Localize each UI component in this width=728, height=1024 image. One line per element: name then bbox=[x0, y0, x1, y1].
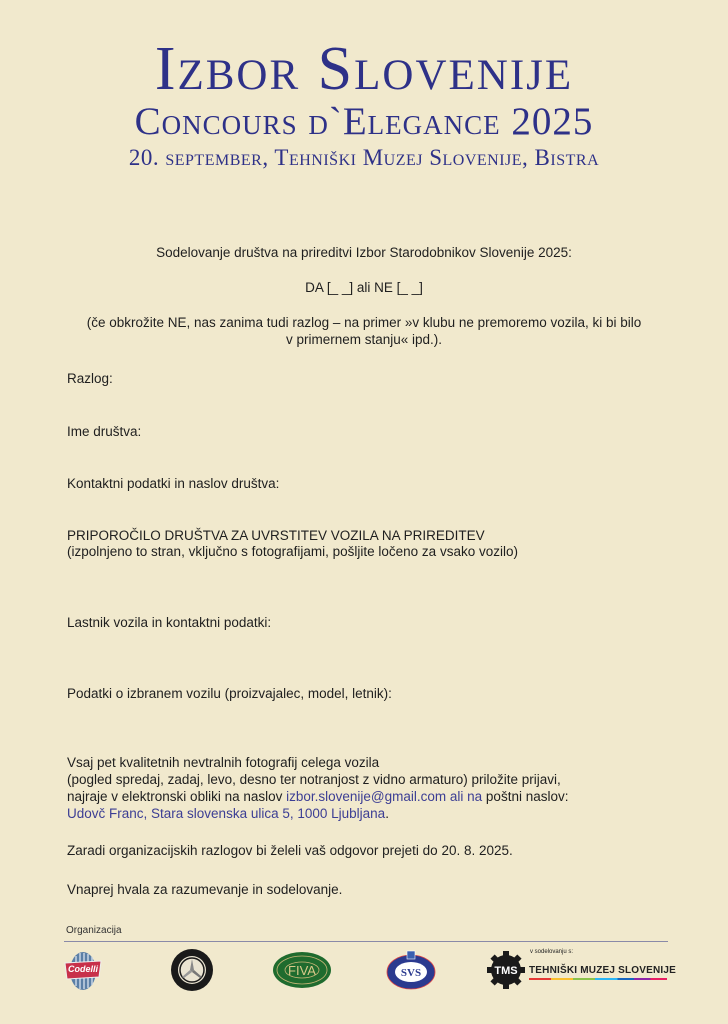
mercedes-club-logo-icon bbox=[170, 948, 214, 992]
tms-badge-text: TMS bbox=[494, 965, 518, 977]
tms-color-bar bbox=[529, 978, 667, 980]
fiva-text: FIVA bbox=[288, 963, 316, 978]
postal-address: Udovč Franc, Stara slovenska ulica 5, 1000 Ljubljana bbox=[67, 806, 386, 821]
codelli-text: Codelli bbox=[67, 964, 99, 974]
photos-line-1: Vsaj pet kvalitetnih nevtralnih fotografij celega vozila bbox=[67, 755, 380, 770]
participation-question: Sodelovanje društva na prireditvi Izbor Starodobnikov Slovenije 2025: bbox=[156, 245, 572, 260]
photos-line-2: (pogled spredaj, zadaj, levo, desno ter notranjost z vidno armaturo) priložite prijavi, bbox=[67, 772, 561, 787]
participation-choice[interactable]: DA [_ _] ali NE [_ _] bbox=[305, 280, 423, 295]
email-link[interactable]: izbor.slovenije@gmail.com ali na bbox=[286, 789, 483, 804]
page-title: Izbor Slovenije bbox=[154, 35, 574, 103]
svs-text: SVS bbox=[400, 967, 422, 979]
tms-name: TEHNIŠKI MUZEJ SLOVENIJE bbox=[529, 965, 677, 976]
vehicle-label: Podatki o izbranem vozilu (proizvajalec, model, letnik): bbox=[67, 686, 392, 701]
fiva-logo-icon bbox=[272, 951, 332, 989]
postal-period: . bbox=[385, 806, 389, 821]
event-line: 20. september, Tehniški Muzej Slovenije, Bistra bbox=[128, 145, 600, 170]
tms-partner-label: v sodelovanju s: bbox=[530, 949, 574, 955]
photos-line-3 bbox=[67, 788, 568, 806]
owner-label: Lastnik vozila in kontaktni podatki: bbox=[67, 615, 272, 630]
contact-label: Kontaktni podatki in naslov društva: bbox=[67, 476, 280, 491]
club-name-label: Ime društva: bbox=[67, 424, 142, 439]
svs-logo-icon bbox=[386, 950, 436, 990]
thanks-text: Vnaprej hvala za razumevanje in sodelovanje. bbox=[67, 882, 343, 897]
page-subtitle: Concours d`Elegance 2025 bbox=[134, 100, 594, 143]
recommendation-heading: PRIPOROČILO DRUŠTVA ZA UVRSTITEV VOZILA NA PRIREDITEV bbox=[67, 528, 485, 543]
deadline-text: Zaradi organizacijskih razlogov bi želeli vaš odgovor prejeti do 20. 8. 2025. bbox=[67, 843, 513, 858]
organization-label: Organizacija bbox=[66, 925, 122, 936]
note-line-2: v primernem stanju« ipd.). bbox=[285, 332, 443, 347]
codelli-logo-icon bbox=[62, 950, 104, 992]
tms-gear-logo-icon bbox=[486, 950, 526, 990]
recommendation-note: (izpolnjeno to stran, vključno s fotografijami, pošljite ločeno za vsako vozilo) bbox=[67, 544, 518, 559]
photos-line-3-pre: najraje v elektronski obliki na naslov bbox=[67, 789, 287, 804]
note-line-1: (če obkrožite NE, nas zanima tudi razlog – na primer »v klubu ne premoremo vozila, ki bi bilo bbox=[86, 315, 642, 330]
footer-divider bbox=[64, 941, 668, 942]
photos-line-4 bbox=[67, 805, 389, 823]
photos-line-3-post: poštni naslov: bbox=[482, 789, 569, 804]
reason-label: Razlog: bbox=[67, 371, 113, 386]
